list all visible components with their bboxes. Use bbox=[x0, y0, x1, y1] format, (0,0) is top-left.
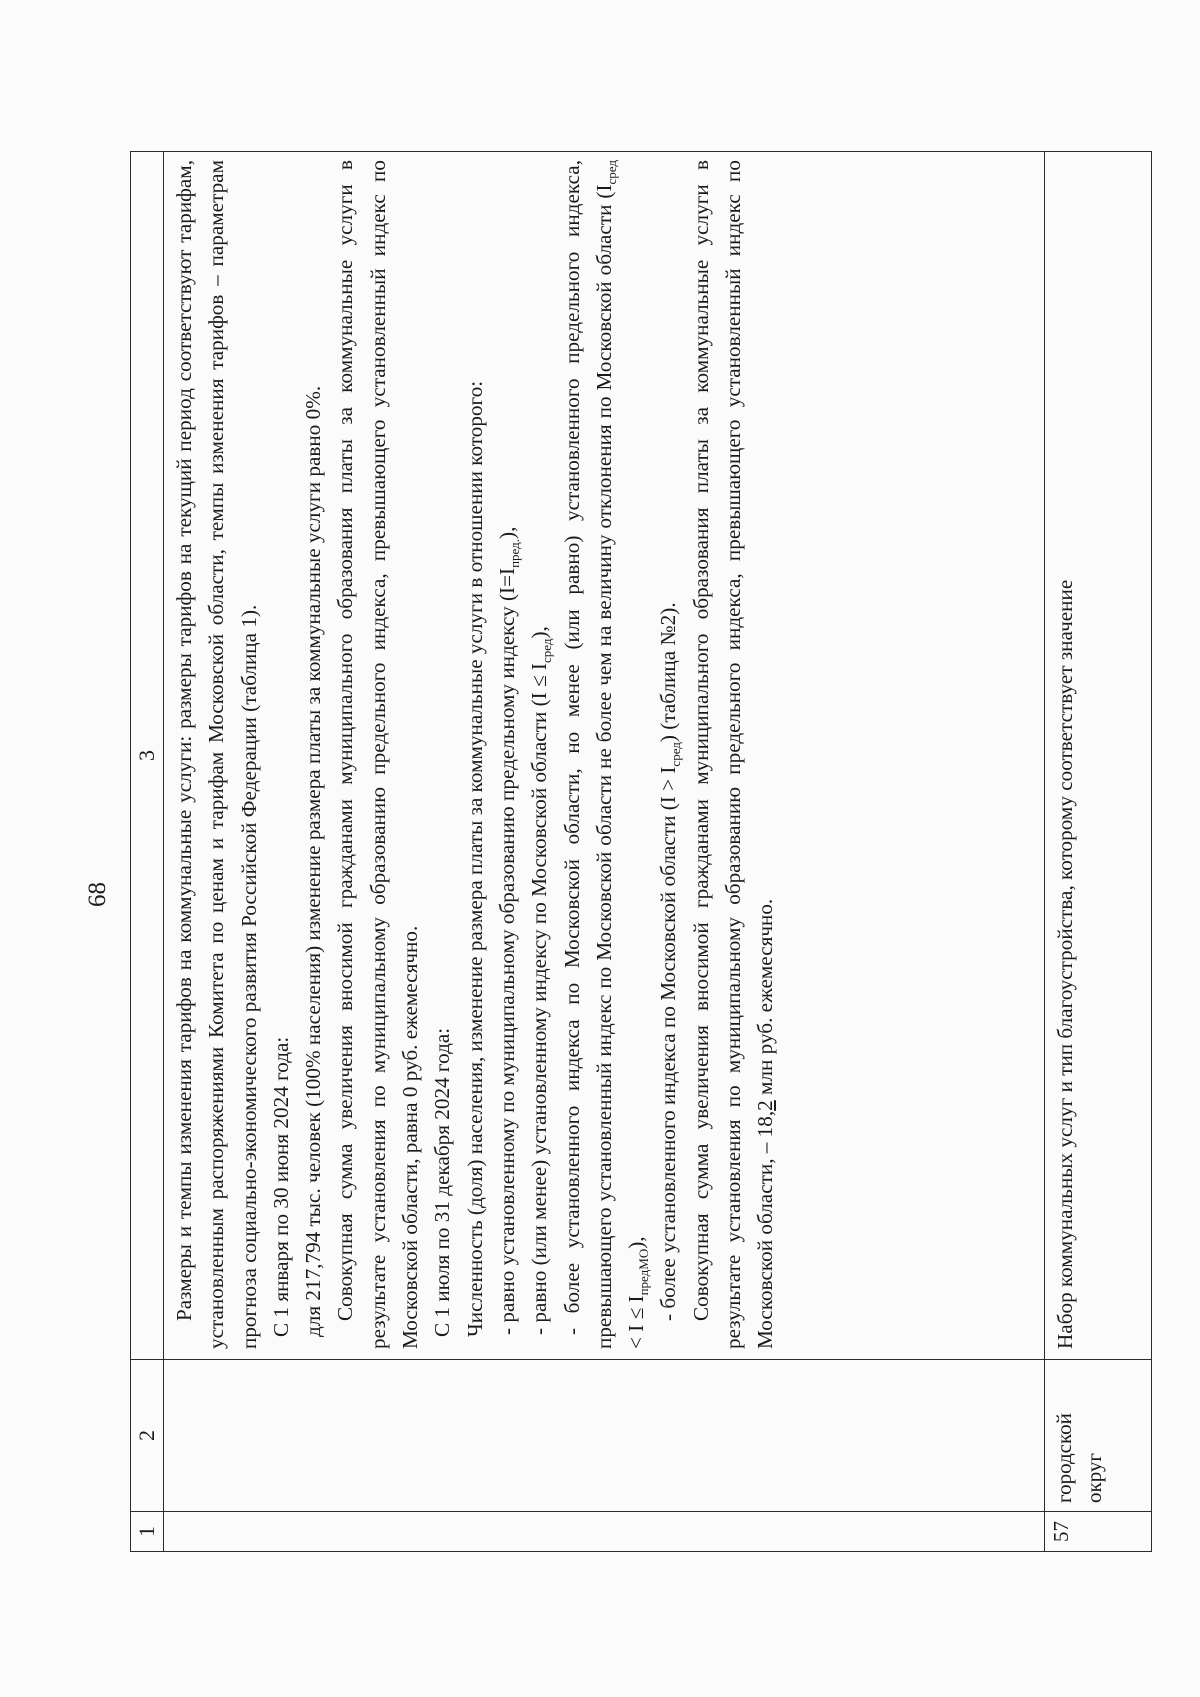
document-table bbox=[130, 151, 1152, 1552]
paragraph-total-sum2: Совокупная сумма увеличения вносимой гражданами муниципального образования платы за коммунальные услуги в результате установления по муниципальному образованию предельного индекса, превышающего установленный индекс по Московской области, – 18,2 млн руб. ежемесячно. bbox=[688, 160, 778, 1349]
header-col1: 1 bbox=[131, 1512, 164, 1552]
list-item: - более установленного индекса по Московской области $(I > I_{сред})$ (таблица №2). bbox=[656, 602, 684, 1321]
paragraph-period2: С 1 июля по 31 декабря 2024 года: bbox=[430, 1027, 455, 1337]
table-header-row bbox=[131, 152, 164, 1552]
list-item: - равно установленному по муниципальному образованию предельному индексу $(I=I_{пред.})$, bbox=[494, 526, 523, 1335]
list-item: - равно (или менее) установленному индексу по Московской области $(I \le I_{сред})$, bbox=[527, 626, 555, 1335]
paragraph-period1-change: для 217,794 тыс. человек (100% населения) изменение размера платы за коммунальные услуги равно 0%. bbox=[301, 385, 326, 1337]
paragraph-period1: С 1 января по 30 июня 2024 года: bbox=[268, 1036, 293, 1337]
paragraph-population: Численность (доля) населения, изменение размера платы за коммунальные услуги в отношении которого: bbox=[462, 380, 487, 1337]
list-item: - более установленного индекса по Московской области, но менее (или равно) установленного предельного индекса, превышающего установленный индекс по Московской области не более чем на величину отклонения по Московской области $(I_{сред} < I \le I_{предМО})$, bbox=[559, 160, 652, 1349]
page-number: 68 bbox=[84, 882, 111, 907]
table-row bbox=[1045, 152, 1152, 1552]
cell-type-empty bbox=[164, 1360, 1045, 1512]
paragraph-total-sum1: Совокупная сумма увеличения вносимой гражданами муниципального образования платы за коммунальные услуги в результате установления по муниципальному образованию предельного индекса, превышающего установленный индекс по Московской области, равна 0 руб. ежемесячно. bbox=[333, 160, 423, 1349]
paragraph-tariffs: Размеры и темпы изменения тарифов на коммунальные услуги: размеры тарифов на текущий период соответствуют тарифам, установленным распоряжениями Комитета по ценам и тарифам Московской области, темпы изменения тарифов – параметрам прогноза социально-экономического развития Российской Федерации (таблица 1). bbox=[172, 160, 261, 1349]
cell-number-empty bbox=[164, 1512, 1045, 1552]
row-number: 57 bbox=[1045, 1512, 1152, 1552]
header-col3: 3 bbox=[131, 152, 164, 1360]
row-description: Набор коммунальных услуг и тип благоустройства, которому соответствует значение bbox=[1045, 152, 1152, 1360]
header-col2: 2 bbox=[131, 1360, 164, 1512]
cell-description bbox=[164, 152, 1045, 1360]
table-row bbox=[164, 152, 1045, 1552]
municipality-type: городской округ bbox=[1045, 1360, 1152, 1512]
